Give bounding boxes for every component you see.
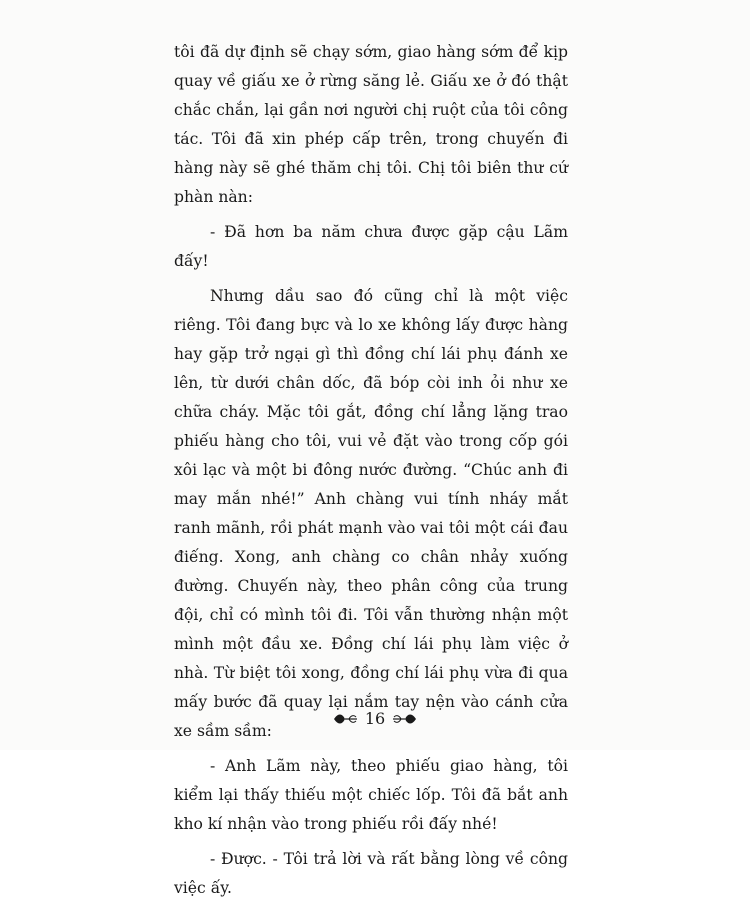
page-number: 16 (364, 709, 386, 728)
paragraph-continuation: tôi đã dự định sẽ chạy sớm, giao hàng sớm để kịp quay về giấu xe ở rừng săng lẻ. Giấu xe ở đó thật chắc chắn, lại gần nơi người chị ruột của tôi công tác. Tôi đã xin phép cấp trên, trong chuyến đi hàng này sẽ ghé thăm chị tôi. Chị tôi biên thư cứ phàn nàn: (174, 43, 568, 206)
body-text (174, 38, 568, 903)
floral-ornament-icon (332, 712, 358, 726)
paragraph-narrative: Nhưng dầu sao đó cũng chỉ là một việc riêng. Tôi đang bực và lo xe không lấy được hàng hay gặp trở ngại gì thì đồng chí lái phụ đánh xe lên, từ dưới chân dốc, đã bóp còi inh ỏi như xe chữa cháy. Mặc tôi gắt, đồng chí lẳng lặng trao phiếu hàng cho tôi, vui vẻ đặt vào trong cốp gói xôi lạc và một bi đông nước đường. “Chúc anh đi may mắn nhé!” Anh chàng vui tính nháy mắt ranh mãnh, rồi phát mạnh vào vai tôi một cái đau điếng. Xong, anh chàng co chân nhảy xuống đường. Chuyến này, theo phân công của trung đội, chỉ có mình tôi đi. Tôi vẫn thường nhận một mình một đầu xe. Đồng chí lái phụ làm việc ở nhà. Từ biệt tôi xong, đồng chí lái phụ vừa đi qua mấy bước đã quay lại nắm tay nện vào cánh cửa xe sầm sầm: (174, 287, 568, 740)
paragraph-dialogue: - Được. - Tôi trả lời và rất bằng lòng về công việc ấy. (174, 850, 568, 897)
page-footer (0, 708, 750, 728)
paragraph-dialogue: - Anh Lãm này, theo phiếu giao hàng, tôi kiểm lại thấy thiếu một chiếc lốp. Tôi đã bắt anh kho kí nhận vào trong phiếu rồi đấy nhé! (174, 757, 568, 833)
paragraph-dialogue: - Đã hơn ba năm chưa được gặp cậu Lãm đấy! (174, 223, 568, 270)
floral-ornament-icon (392, 712, 418, 726)
